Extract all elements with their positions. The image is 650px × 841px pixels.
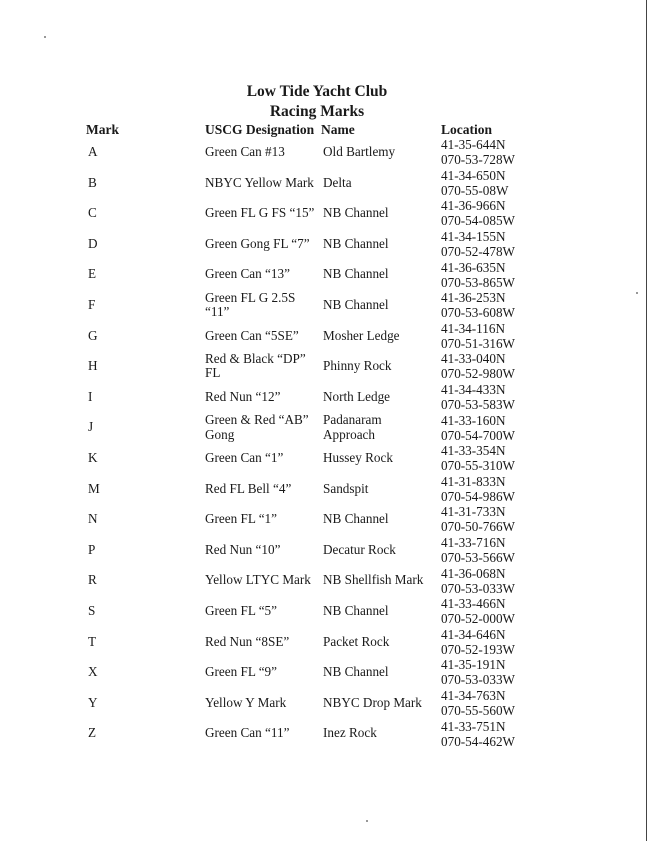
table-row — [0, 412, 650, 443]
uscg-designation: Green Can “5SE” — [205, 327, 299, 343]
scan-speck — [366, 820, 368, 822]
longitude: 070-53-728W — [441, 152, 515, 168]
mark-location — [441, 535, 551, 566]
longitude: 070-52-478W — [441, 244, 515, 260]
uscg-designation: Green Can “1” — [205, 449, 284, 465]
table-row — [0, 565, 650, 596]
longitude: 070-53-608W — [441, 305, 515, 321]
uscg-designation: Red Nun “10” — [205, 541, 281, 557]
mark-letter: J — [88, 419, 94, 435]
table-row — [0, 351, 650, 382]
document-subtitle: Racing Marks — [269, 103, 365, 120]
uscg-designation: Yellow Y Mark — [205, 694, 287, 710]
mark-location — [441, 412, 551, 443]
mark-letter: X — [88, 664, 98, 680]
latitude: 41-34-650N — [441, 167, 506, 183]
mark-name: Padanaram Approach — [323, 412, 382, 442]
latitude: 41-36-253N — [441, 290, 506, 306]
mark-name: Sandspit — [323, 480, 369, 496]
uscg-designation: Yellow LTYC Mark — [205, 572, 311, 588]
mark-letter: B — [88, 174, 97, 190]
longitude: 070-54-085W — [441, 213, 515, 229]
latitude: 41-34-433N — [441, 382, 506, 398]
mark-letter: A — [88, 144, 98, 160]
uscg-designation: Green Can #13 — [205, 144, 285, 160]
table-row — [0, 443, 650, 474]
latitude: 41-36-966N — [441, 198, 506, 214]
mark-letter: P — [88, 541, 96, 557]
longitude: 070-53-865W — [441, 274, 515, 290]
mark-letter: Y — [88, 694, 98, 710]
longitude: 070-53-033W — [441, 672, 515, 688]
mark-location — [441, 443, 551, 474]
column-header-mark: Mark — [86, 122, 119, 137]
longitude: 070-50-766W — [441, 519, 515, 535]
latitude: 41-35-191N — [441, 657, 506, 673]
mark-name: NB Channel — [323, 511, 389, 527]
table-row — [0, 504, 650, 535]
mark-name: NB Channel — [323, 297, 389, 313]
longitude: 070-53-583W — [441, 397, 515, 413]
table-row — [0, 657, 650, 688]
uscg-designation: Green FL G FS “15” — [205, 205, 315, 221]
mark-name: Old Bartlemy — [323, 144, 396, 160]
longitude: 070-52-193W — [441, 641, 515, 657]
latitude: 41-31-833N — [441, 473, 506, 489]
table-row — [0, 596, 650, 627]
table-row — [0, 259, 650, 290]
longitude: 070-54-462W — [441, 733, 515, 749]
mark-name: Phinny Rock — [323, 358, 392, 374]
table-row — [0, 382, 650, 413]
mark-name: Decatur Rock — [323, 541, 396, 557]
mark-name: NB Shellfish Mark — [323, 572, 424, 588]
table-row — [0, 168, 650, 199]
latitude: 41-33-751N — [441, 718, 506, 734]
mark-location — [441, 627, 551, 658]
uscg-designation: Red Nun “12” — [205, 388, 281, 404]
uscg-designation: NBYC Yellow Mark — [205, 174, 314, 190]
table-row — [0, 535, 650, 566]
mark-letter: M — [88, 480, 100, 496]
uscg-designation: Red & Black “DP” FL — [205, 350, 306, 381]
latitude: 41-33-354N — [441, 443, 506, 459]
mark-letter: T — [88, 633, 97, 649]
mark-letter: I — [88, 388, 93, 404]
latitude: 41-36-635N — [441, 259, 506, 275]
mark-name: NB Channel — [323, 602, 389, 618]
longitude: 070-55-08W — [441, 182, 509, 198]
mark-letter: G — [88, 327, 98, 343]
table-row — [0, 198, 650, 229]
mark-location — [441, 718, 551, 749]
mark-letter: R — [88, 572, 97, 588]
mark-location — [441, 351, 551, 382]
mark-location — [441, 596, 551, 627]
mark-name: Hussey Rock — [323, 449, 393, 465]
mark-letter: N — [88, 511, 98, 527]
table-row — [0, 321, 650, 352]
uscg-designation: Green & Red “AB” Gong — [205, 412, 309, 442]
mark-location — [441, 657, 551, 688]
mark-location — [441, 504, 551, 535]
club-title: Low Tide Yacht Club — [246, 83, 388, 100]
longitude: 070-52-980W — [441, 366, 515, 382]
latitude: 41-31-733N — [441, 504, 506, 520]
latitude: 41-33-160N — [441, 412, 506, 428]
mark-name: NB Channel — [323, 664, 389, 680]
latitude: 41-35-644N — [441, 137, 506, 153]
mark-letter: Z — [88, 725, 97, 741]
longitude: 070-52-000W — [441, 611, 515, 627]
uscg-designation: Green Can “11” — [205, 725, 290, 741]
scan-speck — [44, 36, 46, 38]
uscg-designation: Green Can “13” — [205, 266, 290, 282]
mark-location — [441, 137, 551, 168]
mark-letter: E — [88, 266, 97, 282]
latitude: 41-33-466N — [441, 596, 506, 612]
mark-name: Mosher Ledge — [323, 327, 400, 343]
longitude: 070-55-310W — [441, 458, 515, 474]
longitude: 070-54-986W — [441, 488, 515, 504]
table-row — [0, 627, 650, 658]
mark-name: NB Channel — [323, 266, 389, 282]
latitude: 41-34-116N — [441, 320, 505, 336]
longitude: 070-53-566W — [441, 550, 515, 566]
uscg-designation: Green FL “9” — [205, 664, 278, 680]
longitude: 070-55-560W — [441, 702, 515, 718]
uscg-designation: Red FL Bell “4” — [205, 480, 292, 496]
uscg-designation: Green FL “5” — [205, 602, 278, 618]
mark-location — [441, 565, 551, 596]
longitude: 070-53-033W — [441, 580, 515, 596]
mark-name: NB Channel — [323, 235, 389, 251]
mark-location — [441, 198, 551, 229]
mark-location — [441, 474, 551, 505]
mark-location — [441, 259, 551, 290]
mark-name: NB Channel — [323, 205, 389, 221]
mark-location — [441, 688, 551, 719]
latitude: 41-36-068N — [441, 565, 506, 581]
latitude: 41-34-646N — [441, 626, 506, 642]
mark-letter: K — [88, 449, 98, 465]
mark-location — [441, 168, 551, 199]
mark-letter: S — [88, 602, 96, 618]
uscg-designation: Green Gong FL “7” — [205, 235, 310, 251]
mark-letter: F — [88, 297, 96, 313]
longitude: 070-51-316W — [441, 335, 515, 351]
mark-location — [441, 290, 551, 321]
table-row — [0, 474, 650, 505]
mark-name: NBYC Drop Mark — [323, 694, 422, 710]
table-row — [0, 688, 650, 719]
latitude: 41-33-040N — [441, 351, 506, 367]
mark-name: North Ledge — [323, 388, 391, 404]
mark-location — [441, 382, 551, 413]
mark-name: Delta — [323, 174, 352, 190]
latitude: 41-34-155N — [441, 229, 506, 245]
mark-name: Packet Rock — [323, 633, 390, 649]
mark-letter: D — [88, 235, 98, 251]
mark-name: Inez Rock — [323, 725, 377, 741]
column-header-name: Name — [321, 122, 355, 137]
mark-location — [441, 321, 551, 352]
racing-marks-table — [0, 137, 650, 749]
column-header-location: Location — [441, 122, 493, 137]
mark-letter: C — [88, 205, 97, 221]
latitude: 41-33-716N — [441, 535, 506, 551]
table-row — [0, 718, 650, 749]
longitude: 070-54-700W — [441, 427, 515, 443]
table-row — [0, 137, 650, 168]
mark-letter: H — [88, 358, 98, 374]
uscg-designation: Green FL G 2.5S “11” — [205, 289, 296, 320]
uscg-designation: Green FL “1” — [205, 511, 278, 527]
column-header-uscg-designation: USCG Designation — [205, 122, 315, 137]
uscg-designation: Red Nun “8SE” — [205, 633, 290, 649]
table-row — [0, 290, 650, 321]
latitude: 41-34-763N — [441, 687, 506, 703]
table-row — [0, 229, 650, 260]
mark-location — [441, 229, 551, 260]
